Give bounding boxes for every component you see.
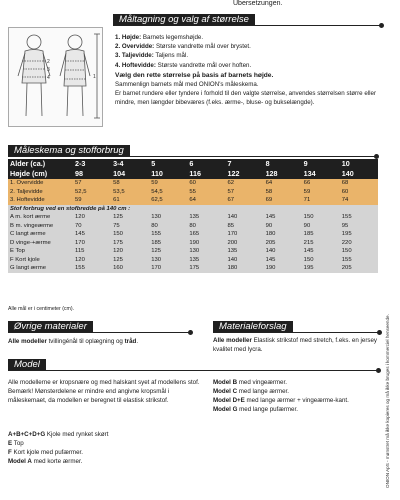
model-item: Model G med lange pufærmer. [213, 406, 298, 413]
table-cell: 59 [73, 196, 111, 205]
table-cell: 71 [302, 196, 340, 205]
row-label: A m. kort ærme [8, 213, 73, 222]
size-chart-rule [8, 156, 376, 157]
table-cell: 2-3 [73, 159, 111, 169]
table-cell: 165 [187, 230, 225, 239]
material-suggestion-title: Materialeforslag [213, 321, 293, 333]
fabric-row [8, 256, 378, 265]
table-cell: 150 [302, 256, 340, 265]
table-cell: 185 [302, 230, 340, 239]
fabric-row [8, 230, 378, 239]
fabric-header-row [8, 205, 378, 214]
model-item: E Top [8, 440, 24, 447]
fabric-header: Stof forbrug ved en stofbredde på 140 cm : [8, 205, 378, 214]
table-cell: 170 [225, 230, 263, 239]
row-label: Alder (ca.) [8, 159, 73, 169]
model-item: A+B+C+D+G Kjole med rynket skørt [8, 431, 109, 438]
table-cell: 215 [302, 239, 340, 248]
table-cell: 190 [264, 264, 302, 273]
measure-item: 4. Hoftevidde: Største vandrette mål over hoften. [115, 61, 252, 69]
table-cell: 85 [225, 222, 263, 231]
measure-item: 3. Taljevidde: Taljens mål. [115, 52, 189, 60]
fabric-row [8, 264, 378, 273]
model-item: Model A med korte ærmer. [8, 458, 83, 465]
table-cell: 150 [340, 247, 378, 256]
table-cell: 64 [264, 179, 302, 188]
measure-section-dot [379, 23, 384, 28]
table-cell: 140 [340, 169, 378, 179]
model-dot [376, 368, 381, 373]
model-list-right [213, 378, 378, 414]
table-cell: 155 [340, 213, 378, 222]
table-cell: 125 [149, 247, 187, 256]
materials-title: Øvrige materialer [8, 321, 93, 333]
table-cell: 190 [187, 239, 225, 248]
header-row [8, 159, 378, 169]
fabric-row [8, 239, 378, 248]
table-cell: 150 [302, 213, 340, 222]
measure-item: 2. Overvidde: Største vandrette mål over brystet. [115, 43, 251, 51]
table-cell: 155 [149, 230, 187, 239]
table-cell: 64 [187, 196, 225, 205]
size-chart-title: Måleskema og stofforbrug [8, 145, 130, 157]
table-cell: 140 [264, 247, 302, 256]
children-measuring-illustration [8, 27, 103, 127]
table-cell: 67 [225, 196, 263, 205]
table-cell: 8 [264, 159, 302, 169]
table-cell: 90 [264, 222, 302, 231]
row-label: G langt ærme [8, 264, 73, 273]
table-cell: 135 [187, 256, 225, 265]
row-label: 2. Taljevidde [8, 188, 73, 197]
table-cell: 120 [73, 256, 111, 265]
table-cell: 62,5 [149, 196, 187, 205]
svg-text:1: 1 [93, 74, 96, 80]
table-cell: 195 [302, 264, 340, 273]
model-rule [8, 370, 378, 371]
table-cell: 68 [340, 179, 378, 188]
model-item: Model C med lange ærmer. [213, 388, 289, 395]
table-cell: 110 [149, 169, 187, 179]
size-table [8, 159, 378, 273]
children-figure-icon [9, 28, 102, 126]
model-list-left [8, 430, 203, 466]
table-cell: 205 [340, 264, 378, 273]
table-cell: 145 [302, 247, 340, 256]
table-cell: 134 [302, 169, 340, 179]
table-cell: 75 [111, 222, 149, 231]
fabric-row [8, 213, 378, 222]
table-cell: 6 [187, 159, 225, 169]
size-advice: Vælg den rette størrelse på basis af barnets højde. [115, 71, 274, 79]
table-cell: 195 [340, 230, 378, 239]
table-cell: 62 [225, 179, 263, 188]
table-cell: 57 [225, 188, 263, 197]
table-cell: 122 [225, 169, 263, 179]
table-cell: 98 [73, 169, 111, 179]
svg-text:2: 2 [47, 59, 50, 65]
table-cell: 60 [187, 179, 225, 188]
table-cell: 130 [149, 213, 187, 222]
measure-item: 1. Højde: Barnets legemshøjde. [115, 34, 204, 41]
table-cell: 116 [187, 169, 225, 179]
table-cell: 9 [302, 159, 340, 169]
size-adjust-text: Er barnet rundere eller tyndere i forhold til den valgte størrelse, anvendes størrelsen større eller mindre, men længder bibeværes (f.eks. ærme-, bluse- og bukselængde). [115, 90, 377, 107]
table-cell: 145 [73, 230, 111, 239]
table-cell: 5 [149, 159, 187, 169]
fabric-row [8, 247, 378, 256]
table-cell: 53,5 [111, 188, 149, 197]
table-cell: 55 [187, 188, 225, 197]
table-cell: 180 [225, 264, 263, 273]
material-suggestion-text: Alle modeller Elastisk strikstof med stretch, f.eks. en jersey kvalitet med lycra. [213, 337, 378, 353]
table-cell: 150 [111, 230, 149, 239]
model-item: F Kort kjole med pufærmer. [8, 449, 83, 456]
table-cell: 135 [225, 247, 263, 256]
table-cell: 135 [187, 213, 225, 222]
svg-text:3: 3 [47, 67, 50, 73]
row-label: F Kort kjole [8, 256, 73, 265]
table-cell: 128 [264, 169, 302, 179]
material-suggestion-dot [377, 330, 382, 335]
table-cell: 140 [225, 256, 263, 265]
unit-note: Alle mål er i centimeter (cm). [8, 306, 75, 312]
table-cell: 74 [340, 196, 378, 205]
table-cell: 200 [225, 239, 263, 248]
row-label: 1. Overvidde [8, 179, 73, 188]
row-label: E Top [8, 247, 73, 256]
table-cell: 52,5 [73, 188, 111, 197]
table-cell: 155 [73, 264, 111, 273]
table-cell: 145 [264, 213, 302, 222]
table-cell: 120 [111, 247, 149, 256]
materials-dot [188, 330, 193, 335]
materials-rule [8, 332, 190, 333]
table-cell: 120 [73, 213, 111, 222]
table-cell: 145 [264, 256, 302, 265]
table-cell: 59 [302, 188, 340, 197]
table-cell: 140 [225, 213, 263, 222]
row-label: Højde (cm) [8, 169, 73, 179]
row-label: D vinge-+ærme [8, 239, 73, 248]
table-cell: 3-4 [111, 159, 149, 169]
table-cell: 7 [225, 159, 263, 169]
table-cell: 170 [73, 239, 111, 248]
compare-text: Sammenlign barnets mål med ONION's måleskema. [115, 81, 259, 89]
table-cell: 58 [264, 188, 302, 197]
row-label: C langt ærme [8, 230, 73, 239]
table-cell: 125 [111, 256, 149, 265]
table-cell: 90 [302, 222, 340, 231]
row-label: 3. Hoftevidde [8, 196, 73, 205]
model-title: Model [8, 359, 46, 371]
copyright-side-text: ONION ApS - mønstret må ikke kopieres og må ikke bruges i kommerciel henseende. [385, 314, 390, 488]
table-cell: 58 [111, 179, 149, 188]
table-cell: 170 [149, 264, 187, 273]
table-cell: 180 [264, 230, 302, 239]
table-cell: 115 [73, 247, 111, 256]
table-cell: 220 [340, 239, 378, 248]
row-label: B m. vingeærme [8, 222, 73, 231]
header-row [8, 169, 378, 179]
measure-section-title: Måltagning og valg af størrelse [113, 14, 255, 26]
measure-row [8, 196, 378, 205]
table-cell: 155 [340, 256, 378, 265]
material-suggestion-rule [213, 332, 379, 333]
table-cell: 10 [340, 159, 378, 169]
table-cell: 175 [187, 264, 225, 273]
table-cell: 80 [149, 222, 187, 231]
table-cell: 130 [149, 256, 187, 265]
table-cell: 95 [340, 222, 378, 231]
table-cell: 185 [149, 239, 187, 248]
table-cell: 104 [111, 169, 149, 179]
table-cell: 175 [111, 239, 149, 248]
table-cell: 54,5 [149, 188, 187, 197]
table-cell: 59 [149, 179, 187, 188]
table-cell: 70 [73, 222, 111, 231]
svg-text:4: 4 [47, 75, 50, 81]
model-item: Model D+E med lange ærmer + vingeærme-kant. [213, 397, 349, 404]
fabric-row [8, 222, 378, 231]
table-cell: 69 [264, 196, 302, 205]
measure-instructions [115, 33, 387, 108]
model-description: Alle modellerne er kropsnære og med halskant syet af modellens stof. Bemærk! Mønsterdelene er mindre end angivne kropsmål i måleskemaet, da modellen er beregnet til elastisk strikstof. [8, 379, 200, 404]
table-cell: 130 [187, 247, 225, 256]
table-cell: 80 [187, 222, 225, 231]
measure-section-rule [113, 25, 381, 26]
table-cell: 60 [340, 188, 378, 197]
materials-text: Alle modeller tvillingénål til oplægning og tråd. [8, 338, 139, 345]
top-label: Übersetzungen. [233, 0, 283, 7]
model-item: Model B med vingeærmer. [213, 379, 287, 386]
table-cell: 57 [73, 179, 111, 188]
table-cell: 205 [264, 239, 302, 248]
table-cell: 125 [111, 213, 149, 222]
measure-row [8, 179, 378, 188]
table-cell: 61 [111, 196, 149, 205]
table-cell: 66 [302, 179, 340, 188]
table-cell: 160 [111, 264, 149, 273]
measure-row [8, 188, 378, 197]
